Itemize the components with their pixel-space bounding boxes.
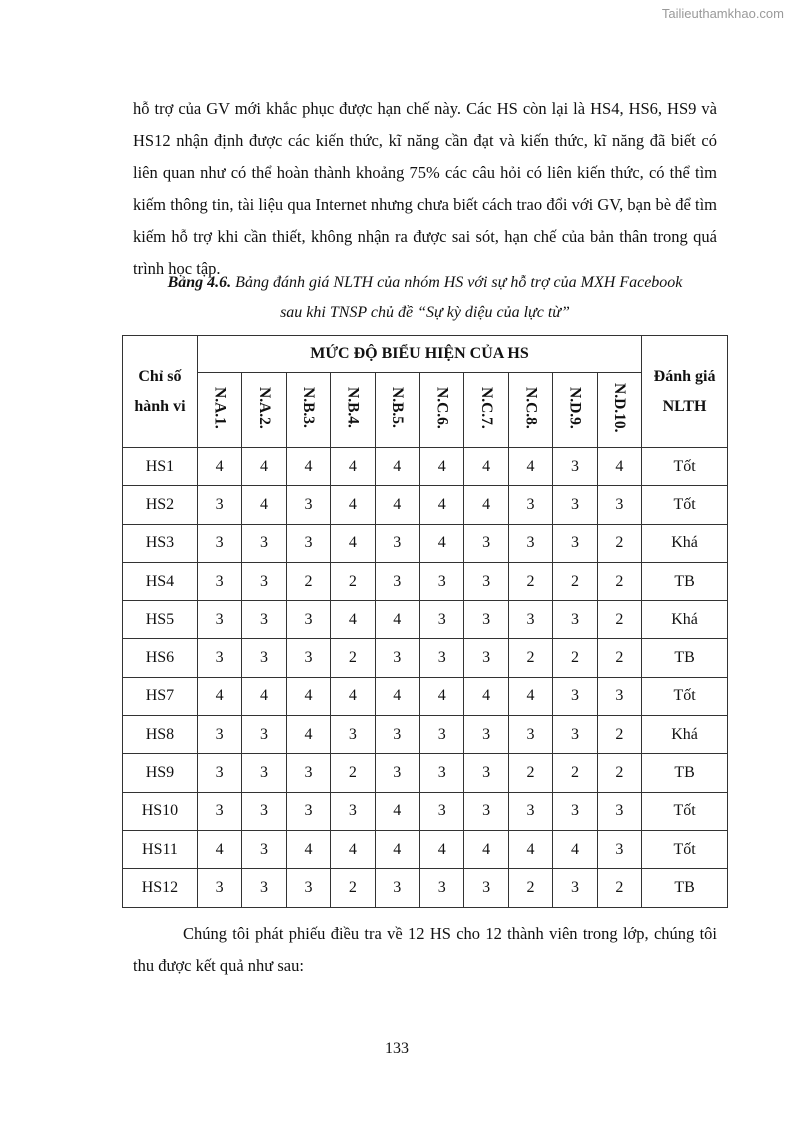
table-caption-line-1 <box>120 274 730 292</box>
grade-cell: TB <box>642 754 728 792</box>
score-cell: 2 <box>597 716 641 754</box>
score-cell: 4 <box>375 792 419 830</box>
header-code-label: N.C.7. <box>477 386 495 429</box>
grade-cell: Tốt <box>642 792 728 830</box>
score-cell: 3 <box>197 524 241 562</box>
score-cell: 4 <box>286 716 330 754</box>
score-cell: 4 <box>331 677 375 715</box>
score-cell: 4 <box>197 448 241 486</box>
score-cell: 3 <box>420 562 464 600</box>
score-cell: 3 <box>420 601 464 639</box>
header-code-cell <box>508 373 552 448</box>
score-cell: 3 <box>464 601 508 639</box>
student-name-cell: HS11 <box>123 830 198 868</box>
score-cell: 3 <box>597 792 641 830</box>
score-cell: 4 <box>597 448 641 486</box>
score-cell: 3 <box>375 524 419 562</box>
student-name-cell: HS6 <box>123 639 198 677</box>
score-cell: 4 <box>331 448 375 486</box>
score-cell: 2 <box>331 639 375 677</box>
score-cell: 2 <box>597 639 641 677</box>
score-cell: 4 <box>331 486 375 524</box>
score-cell: 3 <box>242 601 286 639</box>
score-cell: 3 <box>464 754 508 792</box>
score-cell: 4 <box>375 448 419 486</box>
score-cell: 3 <box>464 524 508 562</box>
header-code-cell <box>553 373 597 448</box>
score-cell: 3 <box>420 792 464 830</box>
score-cell: 3 <box>420 716 464 754</box>
table-caption-line-2: sau khi TNSP chủ đề “Sự kỳ diệu của lực từ” <box>280 304 570 321</box>
score-cell: 3 <box>242 869 286 907</box>
header-code-label: N.B.5. <box>389 387 407 428</box>
header-code-cell <box>197 373 241 448</box>
header-level-group: MỨC ĐỘ BIỂU HIỆN CỦA HS <box>197 336 641 373</box>
score-cell: 3 <box>375 716 419 754</box>
score-cell: 4 <box>464 486 508 524</box>
score-cell: 3 <box>553 869 597 907</box>
score-cell: 3 <box>553 486 597 524</box>
score-cell: 4 <box>197 830 241 868</box>
score-cell: 4 <box>508 677 552 715</box>
student-name-cell: HS2 <box>123 486 198 524</box>
score-cell: 3 <box>242 716 286 754</box>
grade-cell: Tốt <box>642 448 728 486</box>
score-cell: 2 <box>553 754 597 792</box>
student-name-cell: HS10 <box>123 792 198 830</box>
header-codes-row <box>123 373 728 448</box>
score-cell: 3 <box>508 486 552 524</box>
score-cell: 3 <box>197 716 241 754</box>
score-cell: 3 <box>597 677 641 715</box>
score-cell: 4 <box>553 830 597 868</box>
table-row <box>123 869 728 907</box>
score-cell: 3 <box>242 830 286 868</box>
grade-cell: TB <box>642 562 728 600</box>
score-cell: 4 <box>242 677 286 715</box>
intro-paragraph: hỗ trợ của GV mới khắc phục được hạn chế này. Các HS còn lại là HS4, HS6, HS9 và HS12 nhận định được các kiến thức, kĩ năng cần đạt và kiến thức, kĩ năng đã biết có liên quan như có thể hoàn thành khoảng 75% các câu hỏi có liên kiến thức, có thể tìm kiếm thông tin, tài liệu qua Internet nhưng chưa biết cách trao đổi với GV, bạn bè để tìm kiếm hỗ trợ khi cần thiết, không nhận ra được sai sót, hạn chế của bản thân trong quá trình học tập. <box>133 99 717 278</box>
score-cell: 3 <box>286 601 330 639</box>
score-cell: 4 <box>420 830 464 868</box>
score-cell: 3 <box>286 524 330 562</box>
score-cell: 3 <box>508 716 552 754</box>
score-cell: 3 <box>197 601 241 639</box>
header-code-cell <box>242 373 286 448</box>
score-cell: 3 <box>242 562 286 600</box>
score-cell: 3 <box>375 562 419 600</box>
student-name-cell: HS4 <box>123 562 198 600</box>
score-cell: 4 <box>375 601 419 639</box>
score-cell: 3 <box>286 792 330 830</box>
table-row <box>123 677 728 715</box>
score-cell: 2 <box>508 562 552 600</box>
score-cell: 3 <box>242 792 286 830</box>
table-caption-title: Bảng đánh giá NLTH của nhóm HS với sự hỗ trợ của MXH Facebook <box>231 274 683 291</box>
score-cell: 4 <box>508 830 552 868</box>
score-cell: 3 <box>331 792 375 830</box>
score-cell: 4 <box>286 448 330 486</box>
header-code-label: N.A.1. <box>211 386 229 429</box>
score-cell: 3 <box>197 754 241 792</box>
score-cell: 4 <box>331 524 375 562</box>
grade-cell: TB <box>642 639 728 677</box>
score-cell: 4 <box>464 448 508 486</box>
score-cell: 4 <box>420 486 464 524</box>
table-row <box>123 792 728 830</box>
student-name-cell: HS8 <box>123 716 198 754</box>
table-row <box>123 830 728 868</box>
score-cell: 2 <box>331 754 375 792</box>
header-behavior-index: Chỉ số hành vi <box>123 336 198 448</box>
score-cell: 2 <box>597 562 641 600</box>
grade-cell: Khá <box>642 716 728 754</box>
grade-cell: Khá <box>642 601 728 639</box>
header-code-label: N.A.2. <box>255 386 273 429</box>
score-cell: 3 <box>464 562 508 600</box>
table-row <box>123 486 728 524</box>
score-cell: 3 <box>553 677 597 715</box>
score-cell: 3 <box>553 601 597 639</box>
score-cell: 4 <box>375 830 419 868</box>
score-cell: 2 <box>597 601 641 639</box>
student-name-cell: HS7 <box>123 677 198 715</box>
page-number: 133 <box>385 1040 409 1057</box>
table-row <box>123 524 728 562</box>
table-row <box>123 716 728 754</box>
table-row <box>123 754 728 792</box>
header-code-label: N.C.8. <box>522 386 540 429</box>
score-cell: 2 <box>597 524 641 562</box>
score-cell: 3 <box>375 754 419 792</box>
score-cell: 3 <box>508 792 552 830</box>
score-cell: 3 <box>286 486 330 524</box>
score-cell: 3 <box>508 524 552 562</box>
table-row <box>123 601 728 639</box>
score-cell: 3 <box>242 524 286 562</box>
score-cell: 3 <box>197 562 241 600</box>
score-cell: 2 <box>508 869 552 907</box>
score-cell: 3 <box>553 448 597 486</box>
score-cell: 3 <box>553 792 597 830</box>
grade-cell: TB <box>642 869 728 907</box>
score-cell: 3 <box>331 716 375 754</box>
score-cell: 4 <box>508 448 552 486</box>
score-cell: 2 <box>331 562 375 600</box>
score-cell: 4 <box>331 601 375 639</box>
header-code-label: N.C.6. <box>433 386 451 429</box>
score-cell: 4 <box>375 486 419 524</box>
score-cell: 3 <box>197 869 241 907</box>
score-cell: 3 <box>242 639 286 677</box>
grade-cell: Tốt <box>642 830 728 868</box>
score-cell: 2 <box>508 639 552 677</box>
score-cell: 3 <box>464 716 508 754</box>
student-name-cell: HS1 <box>123 448 198 486</box>
header-code-cell <box>464 373 508 448</box>
score-cell: 4 <box>197 677 241 715</box>
score-cell: 3 <box>553 524 597 562</box>
score-cell: 3 <box>286 639 330 677</box>
score-cell: 2 <box>597 754 641 792</box>
table-caption-label: Bảng 4.6. <box>167 274 232 291</box>
score-cell: 3 <box>464 869 508 907</box>
score-cell: 3 <box>553 716 597 754</box>
score-cell: 3 <box>286 754 330 792</box>
closing-paragraph: Chúng tôi phát phiếu điều tra về 12 HS cho 12 thành viên trong lớp, chúng tôi thu được kết quả như sau: <box>133 924 717 975</box>
score-cell: 4 <box>420 524 464 562</box>
header-code-label: N.B.3. <box>300 387 318 428</box>
header-code-cell <box>331 373 375 448</box>
header-code-label: N.B.4. <box>344 387 362 428</box>
score-cell: 3 <box>375 639 419 677</box>
table-body <box>123 448 728 908</box>
watermark: Tailieuthamkhao.com <box>661 6 784 21</box>
table-row <box>123 562 728 600</box>
score-cell: 3 <box>197 639 241 677</box>
student-name-cell: HS5 <box>123 601 198 639</box>
score-cell: 4 <box>420 448 464 486</box>
student-name-cell: HS12 <box>123 869 198 907</box>
grade-cell: Tốt <box>642 486 728 524</box>
table-row <box>123 639 728 677</box>
score-cell: 3 <box>420 639 464 677</box>
evaluation-table <box>122 335 728 908</box>
score-cell: 3 <box>197 486 241 524</box>
header-code-label: N.D.9. <box>566 386 584 429</box>
score-cell: 4 <box>375 677 419 715</box>
score-cell: 2 <box>553 639 597 677</box>
score-cell: 4 <box>464 830 508 868</box>
header-code-cell <box>286 373 330 448</box>
score-cell: 3 <box>464 639 508 677</box>
score-cell: 4 <box>464 677 508 715</box>
score-cell: 3 <box>286 869 330 907</box>
grade-cell: Khá <box>642 524 728 562</box>
header-code-cell <box>375 373 419 448</box>
header-evaluation: Đánh giá NLTH <box>642 336 728 448</box>
score-cell: 3 <box>197 792 241 830</box>
score-cell: 4 <box>286 830 330 868</box>
header-code-label: N.D.10. <box>611 382 629 433</box>
score-cell: 4 <box>242 486 286 524</box>
header-code-cell <box>420 373 464 448</box>
score-cell: 2 <box>286 562 330 600</box>
score-cell: 3 <box>242 754 286 792</box>
score-cell: 3 <box>420 869 464 907</box>
score-cell: 2 <box>331 869 375 907</box>
score-cell: 2 <box>508 754 552 792</box>
score-cell: 3 <box>508 601 552 639</box>
grade-cell: Tốt <box>642 677 728 715</box>
score-cell: 2 <box>597 869 641 907</box>
table-row <box>123 448 728 486</box>
score-cell: 3 <box>464 792 508 830</box>
student-name-cell: HS3 <box>123 524 198 562</box>
score-cell: 4 <box>286 677 330 715</box>
score-cell: 3 <box>597 486 641 524</box>
score-cell: 4 <box>242 448 286 486</box>
student-name-cell: HS9 <box>123 754 198 792</box>
header-code-cell <box>597 373 641 448</box>
score-cell: 4 <box>331 830 375 868</box>
score-cell: 2 <box>553 562 597 600</box>
score-cell: 4 <box>420 677 464 715</box>
score-cell: 3 <box>375 869 419 907</box>
score-cell: 3 <box>420 754 464 792</box>
score-cell: 3 <box>597 830 641 868</box>
